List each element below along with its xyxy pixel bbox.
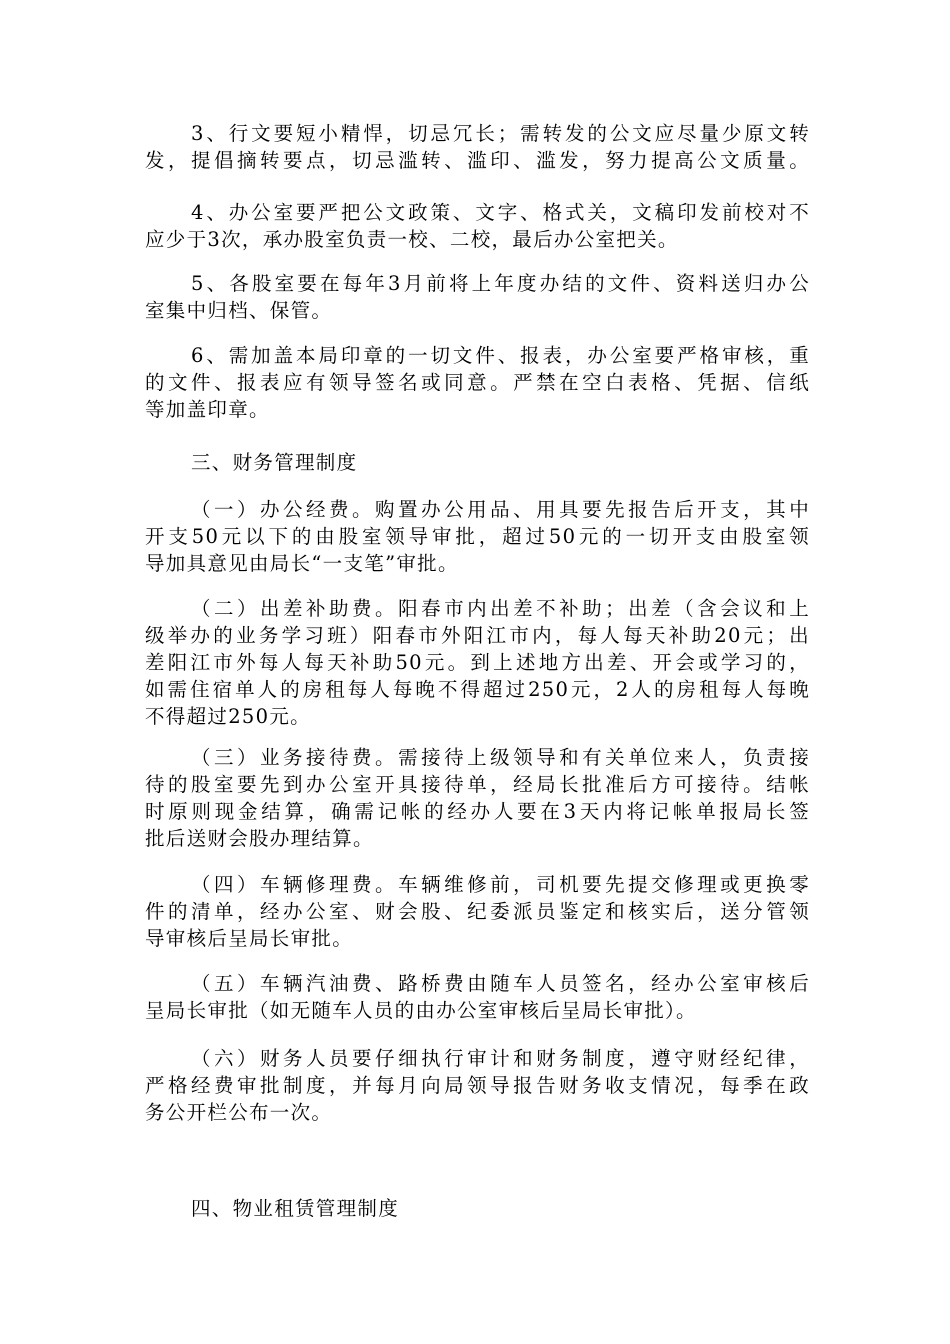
paragraph-line: 不得超过250元。: [145, 705, 311, 728]
paragraph-line: 发，提倡摘转要点，切忌滥转、滥印、滥发，努力提高公文质量。: [145, 149, 810, 172]
paragraph-line: 开支50元以下的由股室领导审批，超过50元的一切开支由股室领: [145, 525, 810, 548]
paragraph-line: 应少于3次，承办股室负责一校、二校，最后办公室把关。: [145, 228, 679, 251]
paragraph-line: 4、办公室要严把公文政策、文字、格式关，文稿印发前校对不: [191, 201, 810, 224]
paragraph-item-vehicle-repair: [145, 871, 810, 952]
paragraph-line: 级举办的业务学习班）阳春市外阳江市内，每人每天补助20元；出: [145, 624, 810, 647]
paragraph-line: 严格经费审批制度，并每月向局领导报告财务收支情况，每季在政: [145, 1074, 810, 1097]
paragraph-line: 待的股室要先到办公室开具接待单，经局长批准后方可接待。结帐: [145, 773, 810, 796]
paragraph-line: 如需住宿单人的房租每人每晚不得超过250元，2人的房租每人每晚: [145, 678, 810, 701]
section-heading-property-lease: 四、物业租赁管理制度: [191, 1197, 400, 1220]
paragraph-line: （四）车辆修理费。车辆维修前，司机要先提交修理或更换零: [191, 873, 810, 896]
paragraph-line: 呈局长审批（如无随车人员的由办公室审核后呈局长审批）。: [145, 999, 697, 1022]
paragraph-line: 时原则现金结算，确需记帐的经办人要在3天内将记帐单报局长签: [145, 800, 810, 823]
paragraph-line: （一）办公经费。购置办公用品、用具要先报告后开支，其中: [191, 498, 810, 521]
paragraph-line: 室集中归档、保管。: [145, 299, 333, 322]
paragraph-line: 导加具意见由局长“一支笔”审批。: [145, 552, 459, 575]
paragraph-line: 件的清单，经办公室、财会股、纪委派员鉴定和核实后，送分管领: [145, 900, 810, 923]
paragraph-line: 务公开栏公布一次。: [145, 1101, 333, 1124]
paragraph-item-fuel-tolls: [145, 970, 810, 1024]
section-heading-finance: 三、财务管理制度: [191, 451, 358, 474]
paragraph-line: 6、需加盖本局印章的一切文件、报表，办公室要严格审核，重: [191, 344, 810, 367]
paragraph-line: （六）财务人员要仔细执行审计和财务制度，遵守财经纪律，: [191, 1047, 810, 1070]
paragraph-item-finance-staff: [145, 1045, 810, 1126]
paragraph-item-office-expenses: [145, 496, 810, 577]
paragraph-item-reception-expenses: [145, 744, 810, 852]
paragraph-item-4: [145, 199, 810, 253]
paragraph-item-5: [145, 270, 810, 324]
paragraph-line: 等加盖印章。: [145, 398, 270, 421]
paragraph-line: （三）业务接待费。需接待上级领导和有关单位来人，负责接: [191, 746, 810, 769]
paragraph-item-3: [145, 120, 810, 174]
paragraph-line: 导审核后呈局长审批。: [145, 927, 354, 950]
paragraph-item-travel-allowance: [145, 595, 810, 730]
paragraph-line: 3、行文要短小精悍，切忌冗长；需转发的公文应尽量少原文转: [191, 122, 810, 145]
paragraph-line: （五）车辆汽油费、路桥费由随车人员签名，经办公室审核后: [191, 972, 810, 995]
paragraph-line: 批后送财会股办理结算。: [145, 827, 374, 850]
paragraph-line: 的文件、报表应有领导签名或同意。严禁在空白表格、凭据、信纸: [145, 371, 810, 394]
paragraph-line: （二）出差补助费。阳春市内出差不补助；出差（含会议和上: [191, 597, 810, 620]
paragraph-line: 差阳江市外每人每天补助50元。到上述地方出差、开会或学习的，: [145, 651, 810, 674]
paragraph-item-6: [145, 342, 810, 423]
paragraph-line: 5、各股室要在每年3月前将上年度办结的文件、资料送归办公: [191, 272, 810, 295]
